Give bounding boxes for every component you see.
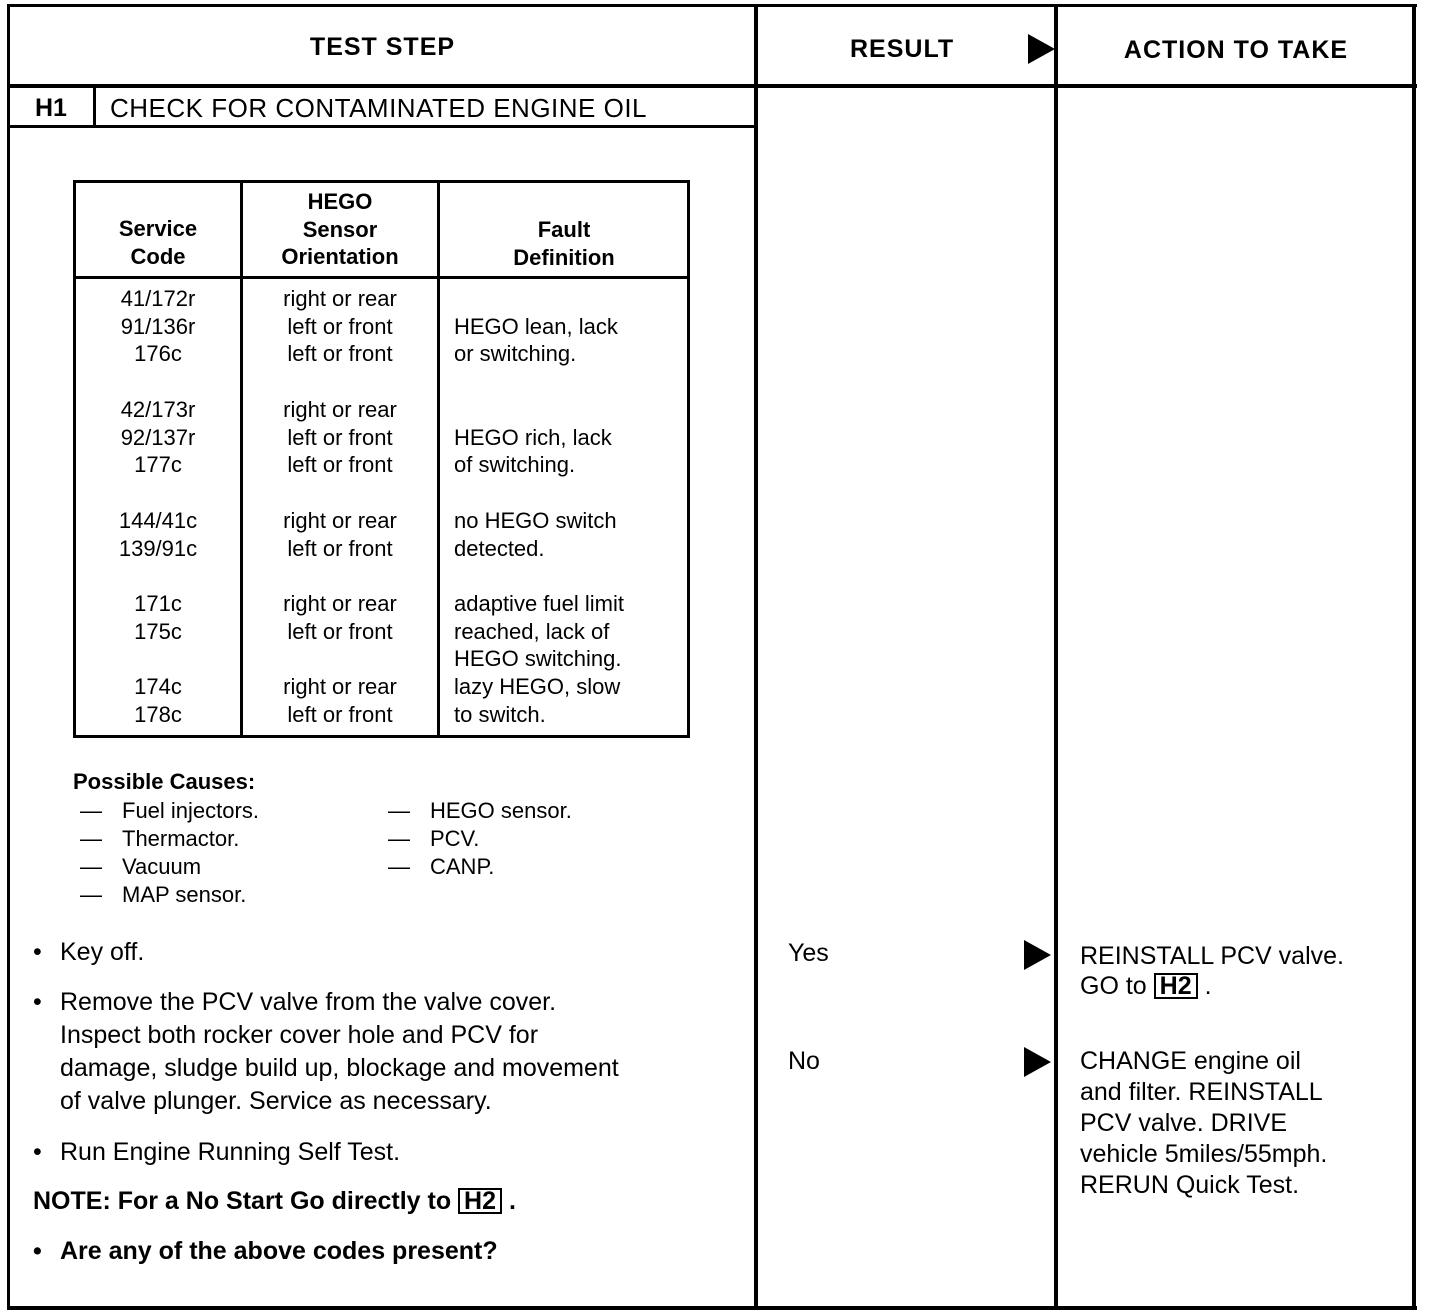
cause-dash: — xyxy=(80,854,102,879)
cause-dash: — xyxy=(80,882,102,907)
codes-group-1: 41/172r 91/136r 176c xyxy=(120,286,196,367)
result-no-arrow-icon xyxy=(1024,1047,1051,1077)
header-test-step: TEST STEP xyxy=(309,33,456,61)
action-no-4: vehicle 5miles/55mph. xyxy=(1080,1140,1328,1168)
step-id: H1 xyxy=(35,94,67,122)
codes-group-2: 42/173r 92/137r 177c xyxy=(120,397,196,478)
step-title-bottom-line xyxy=(7,125,757,128)
action-yes-goto-suffix: . xyxy=(1204,972,1212,1000)
fault-group-1: HEGO lean, lack or switching. xyxy=(454,313,618,367)
action-no-2: and filter. REINSTALL xyxy=(1080,1078,1323,1106)
code-table-header-line xyxy=(73,276,690,279)
orientation-group-3: right or rear left or front xyxy=(283,508,397,561)
cause-dash: — xyxy=(388,826,410,851)
frame-left xyxy=(7,4,10,1310)
cause-right-1: HEGO sensor. xyxy=(430,798,572,823)
codes-group-5: 174c 178c xyxy=(134,674,182,727)
cause-left-1: Fuel injectors. xyxy=(122,798,259,823)
action-yes-goto-text: GO to xyxy=(1080,972,1147,1000)
bullet-icon: • xyxy=(33,1138,42,1166)
frame-top xyxy=(7,4,1417,7)
header-result: RESULT xyxy=(850,35,955,63)
bullet-icon: • xyxy=(33,1237,42,1265)
action-no-1: CHANGE engine oil xyxy=(1080,1047,1301,1075)
result-yes: Yes xyxy=(788,939,829,967)
bullet-icon: • xyxy=(33,988,42,1016)
th-fault: Fault Definition xyxy=(513,217,615,270)
header-action: ACTION TO TAKE xyxy=(1123,36,1349,64)
action-yes-goto xyxy=(1080,970,1212,1003)
fault-group-3: no HEGO switch detected. xyxy=(454,508,617,561)
step-remove-pcv-3: damage, sludge build up, blockage and movement xyxy=(60,1054,619,1082)
cause-dash: — xyxy=(80,826,102,851)
fault-group-4: adaptive fuel limit reached, lack of HEGO switching. xyxy=(454,591,624,672)
cause-left-2: Thermactor. xyxy=(122,826,240,851)
orientation-group-2: right or rear left or front left or front xyxy=(283,397,397,478)
step-remove-pcv-1: Remove the PCV valve from the valve cover. xyxy=(60,988,557,1016)
result-no: No xyxy=(788,1047,820,1075)
note-suffix: . xyxy=(508,1187,516,1215)
header-bottom-line xyxy=(7,84,1417,88)
codes-group-3: 144/41c 139/91c xyxy=(118,508,198,561)
step-title: CHECK FOR CONTAMINATED ENGINE OIL xyxy=(110,93,648,123)
action-yes-ref-h2[interactable]: H2 xyxy=(1154,973,1198,999)
cause-dash: — xyxy=(388,798,410,823)
header-arrow-icon xyxy=(1028,34,1055,64)
step-key-off: Key off. xyxy=(60,938,145,966)
codes-group-4: 171c 175c xyxy=(134,591,182,644)
step-question: Are any of the above codes present? xyxy=(60,1237,498,1265)
cause-left-4: MAP sensor. xyxy=(122,882,247,907)
cause-right-2: PCV. xyxy=(430,826,480,851)
step-id-divider xyxy=(93,86,96,127)
cause-dash: — xyxy=(388,854,410,879)
orientation-group-1: right or rear left or front left or front xyxy=(283,286,397,367)
fault-group-2: HEGO rich, lack of switching. xyxy=(454,424,612,478)
step-remove-pcv-4: of valve plunger. Service as necessary. xyxy=(60,1087,492,1115)
th-service-code: Service Code xyxy=(118,216,198,269)
frame-right xyxy=(1412,4,1416,1310)
action-yes-1: REINSTALL PCV valve. xyxy=(1080,942,1344,970)
orientation-group-5: right or rear left or front xyxy=(283,674,397,727)
result-yes-arrow-icon xyxy=(1024,940,1051,970)
cause-left-3: Vacuum xyxy=(122,854,202,879)
bullet-icon: • xyxy=(33,938,42,966)
cause-right-3: CANP. xyxy=(430,854,495,879)
cause-dash: — xyxy=(80,798,102,823)
divider-action xyxy=(1054,4,1058,1310)
note-ref-h2[interactable]: H2 xyxy=(458,1188,502,1214)
step-remove-pcv-2: Inspect both rocker cover hole and PCV for xyxy=(60,1021,539,1049)
possible-causes-title: Possible Causes: xyxy=(73,769,256,794)
action-no-3: PCV valve. DRIVE xyxy=(1080,1109,1288,1137)
frame-bottom xyxy=(7,1306,1417,1310)
fault-group-5: lazy HEGO, slow to switch. xyxy=(454,674,621,727)
note-line xyxy=(33,1185,516,1218)
action-no-5: RERUN Quick Test. xyxy=(1080,1171,1300,1199)
step-run-test: Run Engine Running Self Test. xyxy=(60,1138,401,1166)
note-text: NOTE: For a No Start Go directly to xyxy=(33,1187,452,1215)
orientation-group-4: right or rear left or front xyxy=(283,591,397,644)
divider-result xyxy=(754,4,758,1310)
th-orientation: HEGO Sensor Orientation xyxy=(281,189,399,270)
